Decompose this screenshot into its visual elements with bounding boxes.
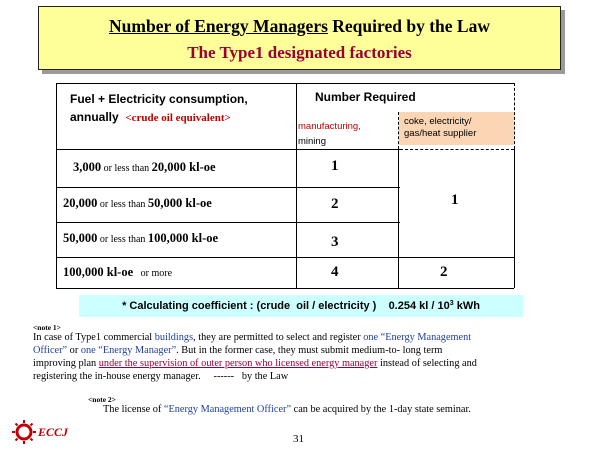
header-coke-line1: coke, electricity/ — [404, 116, 472, 127]
table-row-label: 50,000 or less than 100,000 kl-oe — [63, 231, 219, 245]
table-header-border-dashed — [400, 149, 514, 150]
table-right-dashed-border — [514, 83, 515, 149]
table-row-value: 2 — [331, 196, 339, 212]
logo-text: ECCJ — [38, 425, 69, 439]
table-row-border — [56, 222, 400, 223]
header-manufacturing-label: manufacturing, — [298, 121, 361, 132]
header-fuel-consumption — [70, 90, 248, 127]
table-row-label: 100,000 kl-oe or more — [63, 265, 173, 279]
header-manufacturing — [298, 120, 361, 148]
title-box — [38, 6, 561, 70]
table-row-border — [56, 257, 514, 258]
header-coke-line2: gas/heat supplier — [404, 128, 477, 139]
table-row-value: 4 — [331, 264, 339, 280]
table-row-label: 3,000 or less than 20,000 kl-oe — [73, 160, 216, 174]
title-underlined: Number of Energy Managers — [109, 16, 328, 36]
table-right-border — [514, 149, 515, 288]
page-number: 31 — [293, 433, 304, 445]
page-title — [39, 16, 560, 37]
title-rest: Required by the Law — [327, 16, 490, 36]
table-supplier-value: 2 — [440, 264, 448, 280]
table-row-value: 1 — [331, 158, 339, 174]
table-column-divider — [398, 149, 399, 288]
table-row-value: 3 — [331, 234, 339, 250]
header-fuel-annually: annually — [70, 110, 119, 124]
table-top-border — [56, 83, 514, 84]
calculating-coefficient: * Calculating coefficient : (crude oil / electricity ) 0.254 kl / $10^3$ kWh — [79, 295, 523, 317]
table-column-divider — [296, 83, 297, 288]
page-subtitle: The Type1 designated factories — [187, 43, 412, 62]
header-fuel-unit-note: <crude oil equivalent> — [125, 112, 231, 124]
table-left-border — [56, 83, 57, 288]
header-coke-supplier — [399, 112, 514, 145]
table-row-border — [56, 187, 400, 188]
table-bottom-border — [56, 288, 514, 289]
note1-body: In case of Type1 commercial buildings, they are permitted to select and register one “Energy Management Officer” or one “Energy Manager”. But in the former case, they must submit medium-to- long term improving plan under the supervision of outer person who licensed energy manager instead of selecting and registering the in-house energy manager. ------ by the Law — [33, 332, 477, 382]
header-fuel-line1: Fuel + Electricity consumption, — [70, 92, 248, 106]
table-supplier-value: 1 — [451, 192, 459, 208]
table-header-border — [56, 149, 400, 150]
header-number-required: Number Required — [315, 90, 416, 104]
header-mining-label: mining — [298, 136, 326, 147]
eccj-logo-icon — [12, 420, 36, 449]
note2-body: The license of “Energy Management Officer” can be acquired by the 1-day state seminar. — [103, 404, 471, 415]
header-fuel-line2 — [70, 108, 248, 127]
table-row-label: 20,000 or less than 50,000 kl-oe — [63, 196, 212, 210]
note2-label: <note 2> — [88, 395, 116, 404]
note1-label: <note 1> — [33, 323, 61, 332]
